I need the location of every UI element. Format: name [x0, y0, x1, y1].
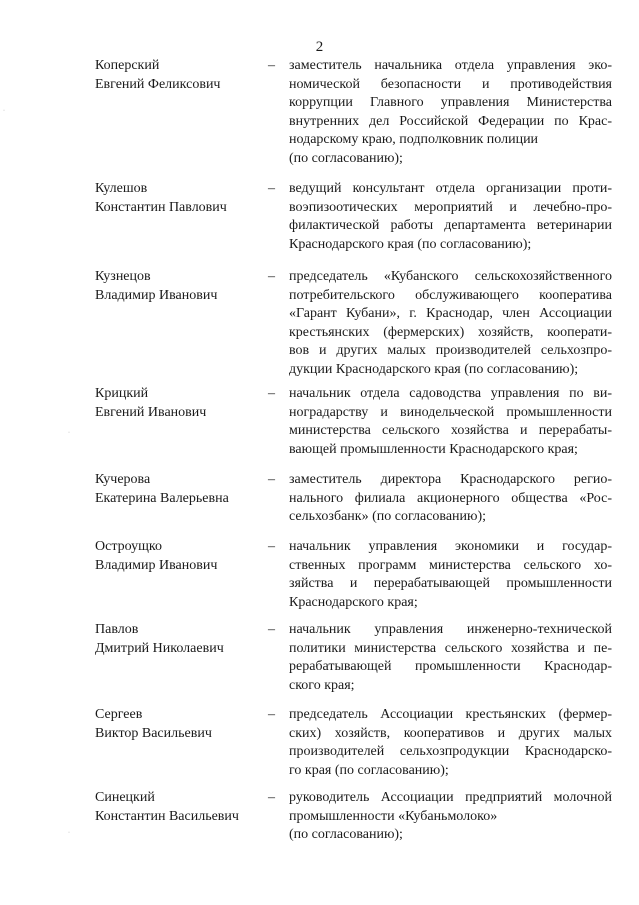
position-line: Краснодарского края; — [289, 594, 418, 610]
member-position — [289, 789, 612, 845]
position-line: политики министерства сельского хозяйства и пе- — [289, 640, 612, 656]
member-surname: Синецкий — [95, 790, 155, 805]
member-surname: Крицкий — [95, 386, 149, 401]
member-given-names: Евгений Иванович — [95, 404, 207, 420]
member-position — [289, 268, 612, 379]
member-name — [95, 621, 265, 658]
member-name — [95, 180, 265, 217]
position-line: коррупции Главного управления Министерства — [289, 95, 612, 110]
position-line: начальник управления экономики и государ- — [289, 539, 612, 554]
member-given-names: Владимир Иванович — [95, 287, 218, 303]
position-line: (по согласованию); — [289, 827, 403, 842]
entry-dash: – — [268, 790, 275, 805]
position-line: руководитель Ассоциации предприятий молочной — [289, 790, 612, 805]
member-position — [289, 538, 612, 612]
position-line: министерства сельского хозяйства и перерабаты- — [289, 423, 612, 438]
position-line: потребительского обслуживающего кооператива — [289, 287, 612, 303]
member-position — [289, 471, 612, 527]
member-name — [95, 538, 265, 575]
member-surname: Коперский — [95, 58, 160, 73]
entry-dash: – — [268, 58, 275, 73]
member-given-names: Виктор Васильевич — [95, 725, 212, 741]
position-line: внутренних дел Российской Федерации по Крас- — [289, 113, 612, 129]
position-line: дукции Краснодарского края (по согласованию); — [289, 361, 579, 377]
position-line: производителей сельхозпродукции Краснодарско- — [289, 744, 612, 759]
position-line: начальник управления инженерно-технической — [289, 622, 612, 637]
scan-speck: · — [3, 108, 5, 114]
position-line: председатель Ассоциации крестьянских (фермер- — [289, 707, 612, 722]
position-line: ноградарству и винодельческой промышленности — [289, 404, 612, 420]
position-line: Краснодарского края (по согласованию); — [289, 236, 532, 252]
position-line: начальник отдела садоводства управления по ви- — [289, 386, 612, 401]
member-name — [95, 385, 265, 422]
member-position — [289, 621, 612, 695]
member-name — [95, 57, 265, 94]
member-name — [95, 706, 265, 743]
member-surname: Кулешов — [95, 181, 148, 196]
position-line: (по согласованию); — [289, 150, 403, 166]
member-position — [289, 706, 612, 780]
member-position — [289, 57, 612, 168]
entry-dash: – — [268, 472, 275, 487]
page-number: 2 — [315, 39, 324, 55]
member-given-names: Константин Павлович — [95, 199, 227, 215]
position-line: нодарскому краю, подполковник полиции — [289, 132, 539, 147]
position-line: промышленности «Кубаньмолоко» — [289, 808, 498, 824]
entry-dash: – — [268, 622, 275, 637]
position-line: го края (по согласованию); — [289, 762, 449, 778]
member-name — [95, 471, 265, 508]
position-line: филактической работы департамента ветеринарии — [289, 218, 612, 233]
position-line: номической безопасности и противодействия — [289, 76, 612, 92]
member-given-names: Константин Васильевич — [95, 808, 239, 824]
entry-dash: – — [268, 539, 275, 554]
position-line: заместитель начальника отдела управления эко- — [289, 58, 612, 73]
member-name — [95, 268, 265, 305]
scan-speck: · — [68, 830, 70, 836]
member-position — [289, 385, 612, 459]
position-line: ственных программ министерства сельского хо- — [289, 557, 612, 573]
position-line: вов и других малых производителей сельхозпро- — [289, 343, 612, 358]
member-position — [289, 180, 612, 254]
position-line: ведущий консультант отдела организации проти- — [289, 181, 612, 196]
member-surname: Кучерова — [95, 472, 151, 487]
member-surname: Сергеев — [95, 707, 143, 722]
entry-dash: – — [268, 707, 275, 722]
entry-dash: – — [268, 269, 275, 284]
member-given-names: Владимир Иванович — [95, 557, 218, 573]
position-line: председатель «Кубанского сельскохозяйственного — [289, 269, 612, 284]
position-line: вающей промышленности Краснодарского края; — [289, 441, 578, 457]
position-line: ских) хозяйств, кооперативов и других малых — [289, 725, 612, 741]
position-line: крестьянских (фермерских) хозяйств, кооперати- — [289, 324, 612, 340]
member-surname: Кузнецов — [95, 269, 151, 284]
member-given-names: Дмитрий Николаевич — [95, 640, 224, 656]
entry-dash: – — [268, 386, 275, 401]
position-line: заместитель директора Краснодарского регио- — [289, 472, 612, 487]
position-line: ского края; — [289, 677, 355, 693]
position-line: сельхозбанк» (по согласованию); — [289, 509, 487, 524]
position-line: рерабатывающей промышленности Краснодар- — [289, 659, 612, 674]
scan-speck: · — [68, 430, 70, 436]
position-line: «Гарант Кубани», г. Краснодар, член Ассоциации — [289, 306, 612, 321]
position-line: воэпизоотических мероприятий и лечебно-про- — [289, 199, 612, 215]
member-surname: Остроущко — [95, 539, 162, 554]
member-surname: Павлов — [95, 622, 139, 637]
member-name — [95, 789, 265, 826]
entry-dash: – — [268, 181, 275, 196]
position-line: нального филиала акционерного общества «Рос- — [289, 490, 612, 506]
position-line: зяйства и перерабатывающей промышленности — [289, 576, 612, 591]
member-given-names: Екатерина Валерьевна — [95, 490, 229, 506]
member-given-names: Евгений Феликсович — [95, 76, 221, 92]
